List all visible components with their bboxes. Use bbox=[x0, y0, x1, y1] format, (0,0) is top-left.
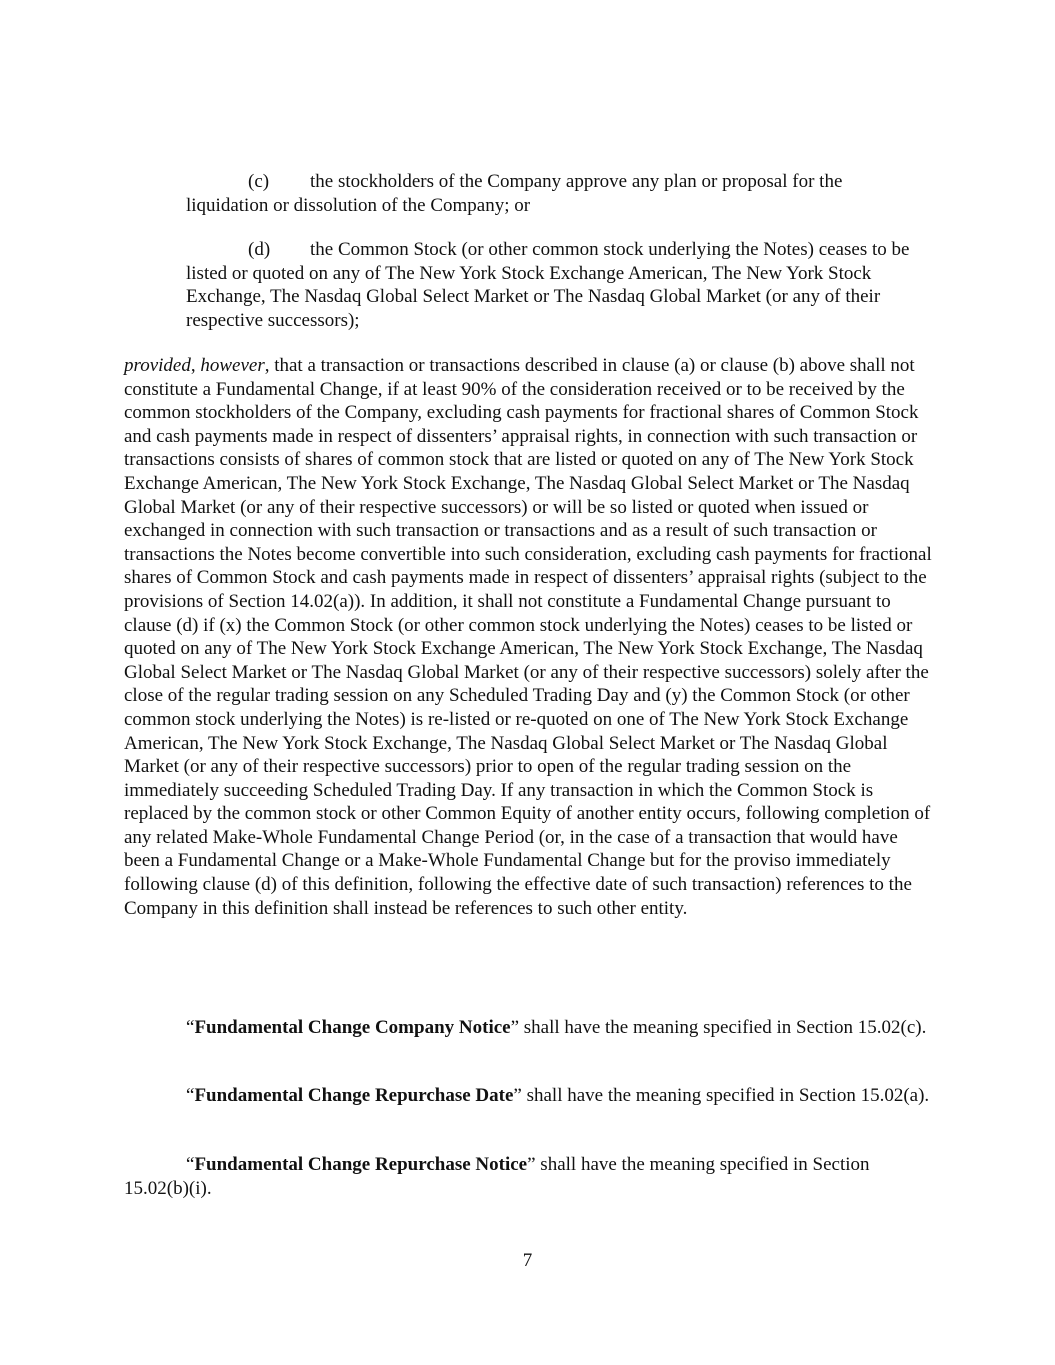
page-number: 7 bbox=[522, 1250, 533, 1271]
proviso-italic-however: however bbox=[200, 355, 265, 376]
definition-text: ” shall have the meaning specified in Section 15.02(b)(i). bbox=[124, 1154, 870, 1199]
definition-text: ” shall have the meaning specified in Section 15.02(a). bbox=[513, 1085, 930, 1106]
clause-c bbox=[186, 170, 926, 217]
clause-text: the stockholders of the Company approve any plan or proposal for the liquidation or dissolution of the Company; or bbox=[186, 171, 843, 216]
definition-text: ” shall have the meaning specified in Section 15.02(c). bbox=[510, 1017, 927, 1038]
proviso-text: , that a transaction or transactions described in clause (a) or clause (b) above shall not constitute a Fundamental Change, if at least 90% of the consideration received or to be received by the common stockholders of the Company, excluding cash payments for fractional shares of Common Stock and cash payments made in respect of dissenters’ appraisal rights, in connection with such transaction or transactions consists of shares of common stock that are listed or quoted on any of The New York Stock Exchange American, The New York Stock Exchange, The Nasdaq Global Select Market or The Nasdaq Global Market (or any of their respective successors) or will be so listed or quoted when issued or exchanged in connection with such transaction or transactions and as a result of such transaction or transactions the Notes become convertible into such consideration, excluding cash payments for fractional shares of Common Stock and cash payments made in respect of dissenters’ appraisal rights (subject to the provisions of Section 14.02(a)). In addition, it shall not constitute a Fundamental Change pursuant to clause (d) if (x) the Common Stock (or other common stock underlying the Notes) ceases to be listed or quoted on any of The New York Stock Exchange American, The New York Stock Exchange, The Nasdaq Global Select Market or The Nasdaq Global Market (or any of their respective successors) solely after the close of the regular trading session on any Scheduled Trading Day and (y) the Common Stock (or other common stock underlying the Notes) is re-listed or re-quoted on one of The New York Stock Exchange American, The New York Stock Exchange, The Nasdaq Global Select Market or The Nasdaq Global Market (or any of their respective successors) prior to open of the regular trading session on the immediately succeeding Scheduled Trading Day. If any transaction in which the Common Stock is replaced by the common stock or other Common Equity of another entity occurs, following completion of any related Make-Whole Fundamental Change Period (or, in the case of a transaction that would have been a Fundamental Change or a Make-Whole Fundamental Change but for the proviso immediately following clause (d) of this definition, following the effective date of such transaction) references to the Company in this definition shall instead be references to such other entity. bbox=[124, 355, 932, 919]
definition-company-notice bbox=[124, 1016, 932, 1040]
defined-term: Fundamental Change Company Notice bbox=[194, 1017, 511, 1038]
definition-repurchase-notice bbox=[124, 1153, 932, 1200]
open-quote: “ bbox=[186, 1017, 195, 1038]
definition-repurchase-date bbox=[124, 1084, 932, 1108]
defined-term: Fundamental Change Repurchase Date bbox=[194, 1085, 514, 1106]
clause-text: the Common Stock (or other common stock underlying the Notes) ceases to be listed or quoted on any of The New York Stock Exchange American, The New York Stock Exchange, The Nasdaq Global Select Market or The Nasdaq Global Market (or any of their respective successors); bbox=[186, 239, 910, 331]
clause-label: (d) bbox=[248, 239, 271, 260]
open-quote: “ bbox=[186, 1154, 195, 1175]
clause-d bbox=[186, 238, 926, 332]
open-quote: “ bbox=[186, 1085, 195, 1106]
proviso-separator: , bbox=[190, 355, 201, 376]
proviso-italic-provided: provided bbox=[124, 355, 191, 376]
clause-label: (c) bbox=[248, 171, 270, 192]
proviso-paragraph bbox=[124, 354, 932, 920]
defined-term: Fundamental Change Repurchase Notice bbox=[194, 1154, 528, 1175]
